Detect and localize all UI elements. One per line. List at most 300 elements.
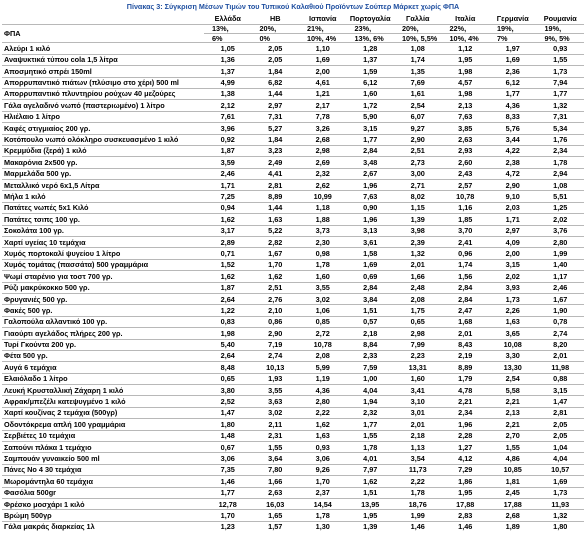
price-cell: 2,05 xyxy=(553,419,568,429)
column-header-spain: Ισπανία xyxy=(309,14,337,24)
price-cell: 2,21 xyxy=(505,419,520,429)
price-cell: 3,84 xyxy=(363,294,378,304)
column-header-uk: ΗΒ xyxy=(269,14,281,24)
price-cell: 2,57 xyxy=(458,180,473,190)
price-cell: 1,98 xyxy=(458,66,473,76)
price-cell: 6,82 xyxy=(268,78,283,88)
price-cell: 4,12 xyxy=(458,453,473,463)
price-cell: 7,61 xyxy=(220,112,235,122)
product-name-cell: Πατάτες τσιπς 100 γρ. xyxy=(4,214,80,224)
price-cell: 1,73 xyxy=(553,66,568,76)
price-cell: 1,32 xyxy=(553,100,568,110)
price-cell: 2,32 xyxy=(363,408,378,418)
price-cell: 3,48 xyxy=(363,157,378,167)
price-cell: 0,92 xyxy=(220,135,235,145)
product-name-cell: Αλεύρι 1 κιλό xyxy=(4,43,51,53)
price-cell: 10,78 xyxy=(313,340,332,350)
price-cell: 9,27 xyxy=(410,123,425,133)
table-row xyxy=(2,43,584,54)
price-cell: 10,85 xyxy=(503,465,522,475)
price-cell: 9,26 xyxy=(315,465,330,475)
price-cell: 0,96 xyxy=(458,248,473,258)
price-cell: 1,40 xyxy=(553,260,568,270)
price-cell: 6,12 xyxy=(363,78,378,88)
price-cell: 3,98 xyxy=(410,226,425,236)
price-cell: 5,27 xyxy=(268,123,283,133)
price-cell: 1,78 xyxy=(315,510,330,520)
table-row xyxy=(2,419,584,430)
price-cell: 1,96 xyxy=(363,214,378,224)
vat-cell: 20%, xyxy=(259,24,277,34)
price-cell: 1,67 xyxy=(553,294,568,304)
product-name-cell: Σερβιέτες 10 τεμάχια xyxy=(4,431,76,441)
price-cell: 5,58 xyxy=(505,385,520,395)
table-row xyxy=(2,157,584,168)
price-cell: 0,93 xyxy=(315,442,330,452)
price-cell: 2,90 xyxy=(410,135,425,145)
product-name-cell: Χαρτί κουζίνας 2 τεμάχια (500γρ) xyxy=(4,408,118,418)
price-cell: 0,65 xyxy=(410,317,425,327)
price-cell: 4,36 xyxy=(505,100,520,110)
product-name-cell: Αποσμητικό σπρέι 150ml xyxy=(4,66,92,76)
price-cell: 2,84 xyxy=(363,283,378,293)
price-cell: 1,52 xyxy=(220,260,235,270)
price-cell: 2,02 xyxy=(553,214,568,224)
price-cell: 1,46 xyxy=(410,522,425,532)
price-cell: 2,23 xyxy=(410,351,425,361)
table-row xyxy=(2,145,584,156)
price-cell: 2,49 xyxy=(268,157,283,167)
price-cell: 1,70 xyxy=(220,510,235,520)
product-name-cell: Ελαιόλαδο 1 λίτρο xyxy=(4,374,68,384)
price-cell: 2,17 xyxy=(315,100,330,110)
price-cell: 3,85 xyxy=(458,123,473,133)
price-cell: 3,55 xyxy=(268,385,283,395)
price-cell: 2,51 xyxy=(410,146,425,156)
price-cell: 2,48 xyxy=(410,283,425,293)
price-cell: 2,38 xyxy=(505,157,520,167)
price-cell: 2,12 xyxy=(220,100,235,110)
price-cell: 1,63 xyxy=(505,317,520,327)
price-cell: 1,80 xyxy=(220,419,235,429)
price-cell: 2,47 xyxy=(458,305,473,315)
price-cell: 13,95 xyxy=(361,499,380,509)
price-cell: 2,10 xyxy=(268,305,283,315)
vat-cell: 13%, 6% xyxy=(354,33,384,43)
price-cell: 2,26 xyxy=(505,305,520,315)
price-cell: 1,62 xyxy=(220,214,235,224)
product-name-cell: Φρυγανιές 500 γρ. xyxy=(4,294,68,304)
vat-cell: 10%, 4% xyxy=(307,33,337,43)
product-name-cell: Φακές 500 γρ. xyxy=(4,305,53,315)
price-cell: 2,64 xyxy=(220,294,235,304)
price-cell: 1,37 xyxy=(363,55,378,65)
price-cell: 6,07 xyxy=(410,112,425,122)
price-cell: 6,12 xyxy=(505,78,520,88)
price-cell: 2,74 xyxy=(553,328,568,338)
price-cell: 4,41 xyxy=(268,169,283,179)
price-cell: 2,93 xyxy=(458,146,473,156)
price-cell: 3,44 xyxy=(505,135,520,145)
table-row xyxy=(2,464,584,475)
price-cell: 1,27 xyxy=(458,442,473,452)
product-name-cell: Σοκολάτα 100 γρ. xyxy=(4,226,64,236)
price-cell: 2,05 xyxy=(268,55,283,65)
price-cell: 1,16 xyxy=(458,203,473,213)
price-cell: 1,28 xyxy=(363,43,378,53)
product-name-cell: Αυγά 6 τεμάχια xyxy=(4,362,57,372)
vat-cell: 10%, 4% xyxy=(449,33,479,43)
table-title: Πίνακας 3: Σύγκριση Μέσων Τιμών του Τυπικού Καλαθιού Προϊόντων Σούπερ Μάρκετ χωρίς ΦΠΑ xyxy=(126,2,460,11)
price-cell: 4,04 xyxy=(553,453,568,463)
price-cell: 1,32 xyxy=(553,510,568,520)
table-row xyxy=(2,77,584,88)
price-cell: 3,96 xyxy=(220,123,235,133)
price-cell: 2,36 xyxy=(505,66,520,76)
price-cell: 3,02 xyxy=(268,408,283,418)
price-cell: 1,55 xyxy=(363,431,378,441)
price-cell: 3,63 xyxy=(268,397,283,407)
price-cell: 2,73 xyxy=(410,157,425,167)
price-cell: 3,02 xyxy=(315,294,330,304)
price-cell: 14,54 xyxy=(313,499,332,509)
table-row xyxy=(2,407,584,418)
price-cell: 1,62 xyxy=(315,419,330,429)
price-cell: 2,41 xyxy=(458,237,473,247)
price-cell: 2,34 xyxy=(458,408,473,418)
table-body xyxy=(2,25,584,533)
table-row xyxy=(2,430,584,441)
price-cell: 7,78 xyxy=(315,112,330,122)
price-cell: 8,89 xyxy=(268,192,283,201)
price-cell: 1,36 xyxy=(220,55,235,65)
price-cell: 3,65 xyxy=(505,328,520,338)
price-cell: 1,75 xyxy=(410,305,425,315)
product-name-cell: Απορρυπαντικό πιάτων (πλύσιμο στο χέρι) 500 ml xyxy=(4,78,179,88)
price-cell: 2,84 xyxy=(458,294,473,304)
price-cell: 1,96 xyxy=(458,419,473,429)
price-cell: 4,99 xyxy=(220,78,235,88)
product-name-cell: Χαρτί υγείας 10 τεμάχια xyxy=(4,237,86,247)
price-cell: 3,01 xyxy=(410,408,425,418)
price-cell: 1,57 xyxy=(268,522,283,532)
product-name-cell: Γάλα αγελαδινό νωπό (παστεριωμένο) 1 λίτρο xyxy=(4,100,165,110)
price-cell: 2,34 xyxy=(553,146,568,156)
price-cell: 5,40 xyxy=(220,340,235,350)
price-cell: 1,60 xyxy=(363,89,378,99)
price-cell: 1,72 xyxy=(363,100,378,110)
price-cell: 2,72 xyxy=(315,328,330,338)
price-cell: 5,34 xyxy=(553,123,568,133)
price-cell: 4,09 xyxy=(505,237,520,247)
product-name-cell: Χυμός πορτοκαλί ψυγείου 1 λίτρο xyxy=(4,248,121,258)
product-name-cell: Λευκή Κρυσταλλική Ζάχαρη 1 κιλό xyxy=(4,385,124,395)
product-name-cell: Φέτα 500 γρ. xyxy=(4,351,48,361)
column-header-portugal: Πορτογαλία xyxy=(349,14,391,24)
price-cell: 1,87 xyxy=(220,283,235,293)
product-name-cell: Μεταλλικό νερό 6x1,5 Λίτρα xyxy=(4,180,100,190)
column-header-romania: Ρουμανία xyxy=(543,14,577,24)
price-cell: 1,77 xyxy=(363,135,378,145)
price-cell: 1,22 xyxy=(220,305,235,315)
price-cell: 1,55 xyxy=(505,442,520,452)
price-cell: 7,63 xyxy=(458,112,473,122)
price-cell: 2,74 xyxy=(268,351,283,361)
price-cell: 3,76 xyxy=(553,226,568,236)
price-cell: 1,30 xyxy=(315,522,330,532)
price-cell: 1,69 xyxy=(363,260,378,270)
table-row xyxy=(2,202,584,213)
price-cell: 2,70 xyxy=(505,431,520,441)
price-cell: 1,66 xyxy=(410,271,425,281)
table-row xyxy=(2,225,584,236)
price-cell: 0,83 xyxy=(220,317,235,327)
price-cell: 4,61 xyxy=(315,78,330,88)
price-comparison-table xyxy=(2,14,584,532)
price-cell: 1,47 xyxy=(220,408,235,418)
price-cell: 0,94 xyxy=(220,203,235,213)
product-name-cell: Φασόλια 500gr xyxy=(4,488,56,498)
price-cell: 7,80 xyxy=(268,465,283,475)
price-cell: 17,88 xyxy=(456,499,475,509)
price-cell: 3,15 xyxy=(553,385,568,395)
price-cell: 1,73 xyxy=(553,488,568,498)
price-cell: 1,68 xyxy=(458,317,473,327)
price-cell: 1,55 xyxy=(553,55,568,65)
vat-cell: 19%, xyxy=(544,24,562,34)
price-cell: 2,67 xyxy=(363,169,378,179)
vat-cell: 10%, 5,5% xyxy=(402,33,438,43)
product-name-cell: Μαρμελάδα 500 γρ. xyxy=(4,169,72,179)
price-cell: 11,73 xyxy=(408,465,427,475)
price-cell: 2,08 xyxy=(410,294,425,304)
price-cell: 2,80 xyxy=(553,237,568,247)
price-cell: 10,99 xyxy=(313,192,332,201)
price-cell: 1,66 xyxy=(268,476,283,486)
header-row xyxy=(2,14,584,25)
price-cell: 1,15 xyxy=(410,203,425,213)
table-row xyxy=(2,214,584,225)
price-cell: 1,37 xyxy=(220,66,235,76)
table-row xyxy=(2,271,584,282)
product-name-cell: Πάνες Νο 4 30 τεμάχια xyxy=(4,465,82,475)
vat-cell: 6% xyxy=(212,33,223,43)
price-cell: 1,95 xyxy=(458,55,473,65)
price-cell: 2,18 xyxy=(410,431,425,441)
price-cell: 2,54 xyxy=(410,100,425,110)
price-cell: 2,11 xyxy=(268,419,283,429)
price-cell: 10,13 xyxy=(266,362,285,372)
price-cell: 7,99 xyxy=(410,340,425,350)
price-cell: 2,64 xyxy=(220,351,235,361)
price-cell: 1,00 xyxy=(363,374,378,384)
table-row xyxy=(2,168,584,179)
price-cell: 2,51 xyxy=(268,283,283,293)
price-cell: 1,70 xyxy=(315,476,330,486)
vat-cell: 9%, 5% xyxy=(544,33,570,43)
price-cell: 2,60 xyxy=(458,157,473,167)
price-cell: 13,31 xyxy=(408,362,427,372)
table-row xyxy=(2,305,584,316)
price-cell: 2,69 xyxy=(315,157,330,167)
price-cell: 2,01 xyxy=(410,260,425,270)
price-cell: 7,19 xyxy=(268,340,283,350)
table-row xyxy=(2,339,584,350)
price-cell: 2,01 xyxy=(410,419,425,429)
price-cell: 1,23 xyxy=(220,522,235,532)
column-header-germany: Γερμανία xyxy=(496,14,529,24)
price-cell: 1,76 xyxy=(553,135,568,145)
price-cell: 1,85 xyxy=(458,214,473,224)
price-cell: 7,35 xyxy=(220,465,235,475)
price-cell: 2,80 xyxy=(315,397,330,407)
price-cell: 2,94 xyxy=(553,169,568,179)
price-cell: 1,90 xyxy=(553,305,568,315)
price-cell: 1,65 xyxy=(268,510,283,520)
price-cell: 1,74 xyxy=(458,260,473,270)
price-cell: 2,46 xyxy=(220,169,235,179)
price-cell: 2,21 xyxy=(458,397,473,407)
price-cell: 1,18 xyxy=(315,203,330,213)
price-cell: 2,43 xyxy=(458,169,473,179)
price-cell: 4,22 xyxy=(505,146,520,156)
price-cell: 3,73 xyxy=(315,226,330,236)
table-row xyxy=(2,476,584,487)
price-cell: 1,88 xyxy=(315,214,330,224)
price-cell: 2,82 xyxy=(268,237,283,247)
price-cell: 2,68 xyxy=(315,135,330,145)
price-cell: 1,74 xyxy=(410,55,425,65)
vat-label: ΦΠΑ xyxy=(4,29,21,39)
price-cell: 7,59 xyxy=(363,362,378,372)
table-row xyxy=(2,362,584,373)
price-cell: 4,04 xyxy=(363,385,378,395)
product-name-cell: Ψωμί σταρένιο για τοστ 700 γρ. xyxy=(4,271,113,281)
price-cell: 2,54 xyxy=(505,374,520,384)
table-row xyxy=(2,396,584,407)
price-cell: 1,71 xyxy=(505,214,520,224)
price-cell: 1,67 xyxy=(268,248,283,258)
price-cell: 2,83 xyxy=(458,510,473,520)
price-cell: 2,21 xyxy=(505,397,520,407)
price-cell: 1,98 xyxy=(458,89,473,99)
product-name-cell: Σαμπουάν γυναικείο 500 ml xyxy=(4,453,100,463)
table-row xyxy=(2,293,584,304)
price-cell: 7,97 xyxy=(363,465,378,475)
vat-row xyxy=(2,25,584,34)
price-cell: 2,81 xyxy=(553,408,568,418)
price-cell: 1,77 xyxy=(553,89,568,99)
price-cell: 0,67 xyxy=(220,442,235,452)
price-cell: 2,31 xyxy=(268,431,283,441)
price-cell: 4,01 xyxy=(363,453,378,463)
price-cell: 1,73 xyxy=(505,294,520,304)
vat-cell: 22%, xyxy=(449,24,467,34)
product-name-cell: Αναψυκτικά τύπου cola 1,5 λίτρα xyxy=(4,55,118,65)
table-row xyxy=(2,373,584,384)
product-name-cell: Καφές στιγμιαίος 200 γρ. xyxy=(4,123,91,133)
price-cell: 3,41 xyxy=(410,385,425,395)
price-cell: 1,71 xyxy=(220,180,235,190)
price-cell: 2,01 xyxy=(458,328,473,338)
price-cell: 9,10 xyxy=(505,192,520,201)
product-name-cell: Μήλα 1 κιλό xyxy=(4,192,46,201)
price-cell: 7,69 xyxy=(410,78,425,88)
product-name-cell: Σαπούνι πλάκα 1 τεμάχιο xyxy=(4,442,92,452)
product-name-cell: Χυμός τομάτας (πασσάτα) 500 γραμμάρια xyxy=(4,260,149,270)
price-cell: 1,08 xyxy=(410,43,425,53)
price-cell: 3,17 xyxy=(220,226,235,236)
price-cell: 1,44 xyxy=(268,203,283,213)
price-cell: 7,25 xyxy=(220,192,235,201)
price-cell: 2,13 xyxy=(458,100,473,110)
price-cell: 2,32 xyxy=(315,169,330,179)
price-cell: 4,86 xyxy=(505,453,520,463)
price-cell: 0,88 xyxy=(553,374,568,384)
table-row xyxy=(2,66,584,77)
product-name-cell: Μακαρόνια 2x500 γρ. xyxy=(4,157,78,167)
price-cell: 5,51 xyxy=(553,192,568,201)
price-cell: 1,62 xyxy=(220,271,235,281)
price-cell: 1,78 xyxy=(315,260,330,270)
table-row xyxy=(2,487,584,498)
product-name-cell: Γάλα μακράς διαρκείας 1λ xyxy=(4,522,95,532)
vat-cell: 13%, xyxy=(212,24,229,34)
product-name-cell: Αφρακ/μπεζέλι κατεψυγμένο 1 κιλό xyxy=(4,397,126,407)
price-cell: 10,78 xyxy=(456,192,475,201)
price-cell: 1,77 xyxy=(363,419,378,429)
price-cell: 12,78 xyxy=(218,499,237,509)
price-cell: 1,63 xyxy=(268,214,283,224)
price-cell: 1,86 xyxy=(458,476,473,486)
vat-cell: 0% xyxy=(259,33,271,43)
product-name-cell: Γιαούρτι αγελάδος πλήρες 200 γρ. xyxy=(4,328,123,338)
price-cell: 3,23 xyxy=(268,146,283,156)
table-row xyxy=(2,282,584,293)
price-cell: 0,69 xyxy=(363,271,378,281)
table-row xyxy=(2,316,584,327)
price-cell: 2,00 xyxy=(315,66,330,76)
table-row xyxy=(2,521,584,532)
price-cell: 1,48 xyxy=(220,431,235,441)
price-cell: 1,60 xyxy=(410,374,425,384)
price-cell: 2,33 xyxy=(363,351,378,361)
price-cell: 2,08 xyxy=(315,351,330,361)
price-cell: 0,90 xyxy=(363,203,378,213)
price-cell: 1,08 xyxy=(553,180,568,190)
price-cell: 1,32 xyxy=(410,248,425,258)
price-cell: 17,88 xyxy=(503,499,522,509)
price-cell: 3,61 xyxy=(363,237,378,247)
table-row xyxy=(2,111,584,122)
price-cell: 2,63 xyxy=(268,488,283,498)
price-cell: 3,10 xyxy=(410,397,425,407)
price-cell: 1,69 xyxy=(553,476,568,486)
table-header xyxy=(2,14,584,25)
price-cell: 0,78 xyxy=(553,317,568,327)
price-cell: 4,72 xyxy=(505,169,520,179)
vat-cell: 19%, xyxy=(497,24,514,34)
price-cell: 1,80 xyxy=(553,522,568,532)
vat-cell: 23%, xyxy=(354,24,372,34)
table-row xyxy=(2,510,584,521)
table-row xyxy=(2,180,584,191)
product-name-cell: Ηλιέλαιο 1 λίτρο xyxy=(4,112,61,122)
price-cell: 8,02 xyxy=(410,192,425,201)
price-cell: 3,70 xyxy=(458,226,473,236)
price-cell: 1,78 xyxy=(553,157,568,167)
product-name-cell: Φρέσκο μοσχάρι 1 κιλό xyxy=(4,499,85,509)
